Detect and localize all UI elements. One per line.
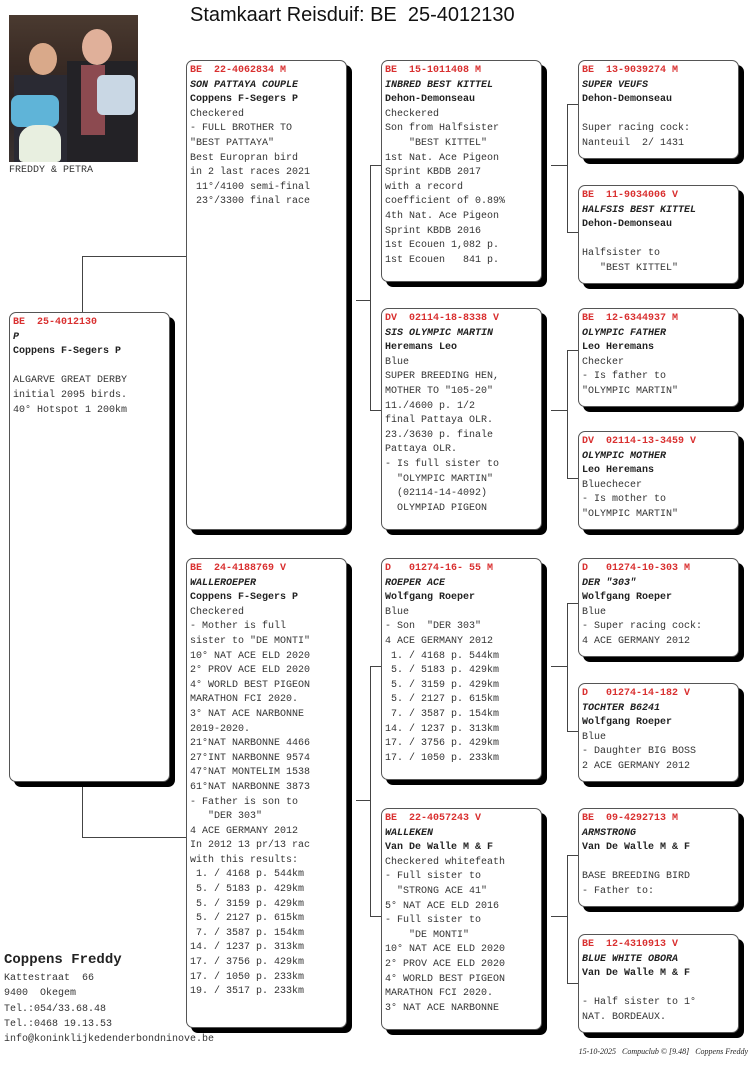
owner-name: Dehon-Demonseau <box>582 94 673 106</box>
detail-line: 5. / 3159 p. 429km <box>385 679 500 691</box>
detail-line: Blue <box>385 606 410 618</box>
detail-line: 1st Ecouen 1,082 p. <box>385 240 500 252</box>
pigeon-card-father[interactable] <box>186 60 347 530</box>
detail-line: coefficient of 0.89% <box>385 196 506 208</box>
detail-line: "STRONG ACE 41" <box>385 885 488 897</box>
page-title: Stamkaart Reisduif: BE 25-4012130 <box>190 4 515 26</box>
detail-line: 61°NAT NARBONNE 3873 <box>190 781 311 793</box>
detail-line: - Father to: <box>582 885 655 897</box>
detail-line: 23./3630 p. finale <box>385 429 494 441</box>
detail-line: 27°INT NARBONNE 9574 <box>190 752 311 764</box>
detail-line: 2 ACE GERMANY 2012 <box>582 760 691 772</box>
owner-name: Wolfgang Roeper <box>582 717 673 729</box>
detail-line: Pattaya OLR. <box>385 444 458 456</box>
detail-line: 1st Ecouen 841 p. <box>385 254 500 266</box>
detail-line: 5. / 5183 p. 429km <box>385 665 500 677</box>
detail-line: "OLYMPIC MARTIN" <box>385 473 494 485</box>
detail-line: Bluechecer <box>582 479 643 491</box>
detail-line: 5. / 3159 p. 429km <box>190 898 305 910</box>
detail-line: 5. / 5183 p. 429km <box>190 884 305 896</box>
detail-line: MOTHER TO "105-20" <box>385 385 494 397</box>
detail-line: with this results: <box>190 854 299 866</box>
pigeon-name: SIS OLYMPIC MARTIN <box>385 327 494 339</box>
pigeon-name: INBRED BEST KITTEL <box>385 79 494 91</box>
footer-credits: 15-10-2025 Compuclub © [9.48] Coppens Freddy <box>578 1047 748 1056</box>
detail-line: 17. / 1050 p. 233km <box>385 752 500 764</box>
connector <box>551 165 567 166</box>
photo-caption: FREDDY & PETRA <box>9 165 94 176</box>
breeder-name: Coppens Freddy <box>4 952 122 968</box>
owner-name: Coppens F-Segers P <box>190 94 299 106</box>
detail-line: - FULL BROTHER TO <box>190 123 293 135</box>
detail-line: Son from Halfsister <box>385 123 500 135</box>
ring-number: BE 12-6344937 M <box>582 313 679 324</box>
detail-line: 4th Nat. Ace Pigeon <box>385 210 500 222</box>
detail-line: - Is father to <box>582 371 667 383</box>
pigeon-card-ff-father[interactable] <box>578 60 739 159</box>
detail-line: 10° NAT ACE ELD 2020 <box>190 650 311 662</box>
detail-line: MARATHON FCI 2020. <box>385 988 494 1000</box>
ring-number: BE 15-1011408 M <box>385 65 482 76</box>
connector <box>82 837 188 838</box>
detail-line: "DER 303" <box>190 811 263 823</box>
ring-number: BE 11-9034006 V <box>582 190 679 201</box>
detail-line: 17. / 1050 p. 233km <box>190 971 305 983</box>
owner-name: Leo Heremans <box>582 342 655 354</box>
pigeon-card-fm-mother[interactable] <box>578 431 739 530</box>
pigeon-card-mf-father[interactable] <box>578 558 739 657</box>
connector <box>551 410 567 411</box>
pigeon-name: TOCHTER B6241 <box>582 702 661 714</box>
detail-line: 19. / 3517 p. 233km <box>190 986 305 998</box>
pigeon-card-fm-father[interactable] <box>578 308 739 407</box>
pigeon-card-ff-mother[interactable] <box>578 185 739 284</box>
connector <box>551 666 567 667</box>
detail-line: 10° NAT ACE ELD 2020 <box>385 944 506 956</box>
detail-line: - Full sister to <box>385 871 482 883</box>
detail-line: "DE MONTI" <box>385 929 470 941</box>
detail-line: "BEST KITTEL" <box>582 262 679 274</box>
ring-number: BE 25-4012130 <box>13 317 98 328</box>
detail-line: Checkered <box>190 606 245 618</box>
ring-number: D 01274-16- 55 M <box>385 563 494 574</box>
detail-line <box>582 233 735 248</box>
detail-line: 23°/3300 final race <box>190 196 311 208</box>
detail-line: 3° NAT ACE NARBONNE <box>385 1002 500 1014</box>
detail-line: 5. / 2127 p. 615km <box>190 913 305 925</box>
connector <box>567 603 568 731</box>
owner-name: Wolfgang Roeper <box>385 592 476 604</box>
detail-line: 4° WORLD BEST PIGEON <box>190 679 311 691</box>
detail-line: (02114-14-4092) <box>385 488 488 500</box>
detail-line: Super racing cock: <box>582 123 691 135</box>
detail-line: OLYMPIAD PIGEON <box>385 502 488 514</box>
connector <box>370 165 371 410</box>
detail-line: Best Europran bird <box>190 152 299 164</box>
detail-line: 17. / 3756 p. 429km <box>190 957 305 969</box>
detail-line: 2° PROV ACE ELD 2020 <box>190 665 311 677</box>
owner-name: Coppens F-Segers P <box>13 346 122 358</box>
detail-line: - Full sister to <box>385 915 482 927</box>
breeder-phone: Tel.:054/33.68.48 <box>4 1003 107 1015</box>
detail-line: - Is mother to <box>582 494 667 506</box>
detail-line: Halfsister to <box>582 248 661 260</box>
ring-number: DV 02114-13-3459 V <box>582 436 697 447</box>
pigeon-name: WALLEKEN <box>385 827 434 839</box>
detail-line: - Super racing cock: <box>582 621 703 633</box>
pigeon-card-father-father[interactable] <box>381 60 542 282</box>
connector <box>551 916 567 917</box>
detail-line: 7. / 3587 p. 154km <box>385 708 500 720</box>
owner-name: Leo Heremans <box>582 465 655 477</box>
detail-line: 11./4600 p. 1/2 <box>385 400 476 412</box>
pigeon-name: OLYMPIC MOTHER <box>582 450 667 462</box>
detail-line: - Father is son to <box>190 796 299 808</box>
detail-line: BASE BREEDING BIRD <box>582 871 691 883</box>
owner-name: Coppens F-Segers P <box>190 592 299 604</box>
ring-number: BE 22-4057243 V <box>385 813 482 824</box>
detail-line: Blue <box>385 356 410 368</box>
detail-line: 1st Nat. Ace Pigeon <box>385 152 500 164</box>
pigeon-card-father-mother[interactable] <box>381 308 542 530</box>
connector <box>356 300 370 301</box>
detail-line <box>13 360 166 375</box>
detail-line: Checkered whitefeath <box>385 856 506 868</box>
breeder-city: 9400 Okegem <box>4 988 77 1000</box>
connector <box>567 104 568 232</box>
breeder-street: Kattestraat 66 <box>4 973 95 984</box>
pigeon-card-mm-father[interactable] <box>578 808 739 907</box>
detail-line: with a record <box>385 181 464 193</box>
detail-line: 40° Hotspot 1 200km <box>13 404 128 416</box>
detail-line: SUPER BREEDING HEN, <box>385 371 500 383</box>
detail-line: 14. / 1237 p. 313km <box>385 723 500 735</box>
connector <box>82 256 188 257</box>
detail-line: Checkered <box>385 108 440 120</box>
detail-line <box>582 856 735 871</box>
detail-line: - Mother is full <box>190 621 287 633</box>
connector <box>567 855 568 983</box>
detail-line: ALGARVE GREAT DERBY <box>13 375 128 387</box>
breeder-mobile: Tel.:0468 19.13.53 <box>4 1018 113 1030</box>
detail-line: "OLYMPIC MARTIN" <box>582 508 679 520</box>
owner-name: Van De Walle M & F <box>582 968 691 980</box>
detail-line: Sprint KBDB 2017 <box>385 167 482 179</box>
ring-number: BE 12-4310913 V <box>582 939 679 950</box>
detail-line: sister to "DE MONTI" <box>190 635 311 647</box>
detail-line: Blue <box>582 731 607 743</box>
detail-line <box>582 982 735 997</box>
detail-line: 2° PROV ACE ELD 2020 <box>385 958 506 970</box>
ring-number: BE 09-4292713 M <box>582 813 679 824</box>
detail-line: - Daughter BIG BOSS <box>582 746 697 758</box>
detail-line: - Is full sister to <box>385 458 500 470</box>
detail-line: Nanteuil 2/ 1431 <box>582 137 685 149</box>
pigeon-name: ARMSTRONG <box>582 827 637 839</box>
ring-number: BE 22-4062834 M <box>190 65 287 76</box>
pigeon-name: P <box>13 331 20 343</box>
detail-line: "BEST PATTAYA" <box>190 137 275 149</box>
owner-name: Heremans Leo <box>385 342 458 354</box>
owner-name: Dehon-Demonseau <box>385 94 476 106</box>
breeder-photo <box>9 15 138 162</box>
detail-line: In 2012 13 pr/13 rac <box>190 840 311 852</box>
pigeon-name: BLUE WHITE OBORA <box>582 953 679 965</box>
ring-number: BE 13-9039274 M <box>582 65 679 76</box>
detail-line: Checker <box>582 356 625 368</box>
owner-name: Van De Walle M & F <box>385 842 494 854</box>
connector <box>356 800 370 801</box>
detail-line: 1. / 4168 p. 544km <box>190 869 305 881</box>
detail-line: 47°NAT MONTELIM 1538 <box>190 767 311 779</box>
detail-line: 4 ACE GERMANY 2012 <box>385 635 494 647</box>
detail-line: Sprint KBDB 2016 <box>385 225 482 237</box>
breeder-email[interactable]: info@koninklijkedenderbondninove.be <box>4 1034 215 1046</box>
ring-number: BE 24-4188769 V <box>190 563 287 574</box>
connector <box>370 666 371 916</box>
detail-line: 21°NAT NARBONNE 4466 <box>190 738 311 750</box>
pigeon-name: HALFSIS BEST KITTEL <box>582 204 697 216</box>
detail-line: 11°/4100 semi-final <box>190 181 311 193</box>
detail-line: 1. / 4168 p. 544km <box>385 650 500 662</box>
pigeon-name: SUPER VEUFS <box>582 79 649 91</box>
pigeon-card-mf-mother[interactable] <box>578 683 739 782</box>
detail-line: - Half sister to 1° <box>582 997 697 1009</box>
detail-line: final Pattaya OLR. <box>385 415 494 427</box>
detail-line: NAT. BORDEAUX. <box>582 1011 667 1023</box>
detail-line: MARATHON FCI 2020. <box>190 694 299 706</box>
detail-line: 5° NAT ACE ELD 2016 <box>385 900 500 912</box>
detail-line: 14. / 1237 p. 313km <box>190 942 305 954</box>
pigeon-name: OLYMPIC FATHER <box>582 327 667 339</box>
pigeon-card-mother-father[interactable] <box>381 558 542 780</box>
detail-line: Checkered <box>190 108 245 120</box>
detail-line: - Son "DER 303" <box>385 621 482 633</box>
pigeon-name: SON PATTAYA COUPLE <box>190 79 299 91</box>
connector <box>82 256 83 312</box>
pigeon-name: WALLEROEPER <box>190 577 257 589</box>
ring-number: D 01274-14-182 V <box>582 688 691 699</box>
detail-line <box>582 108 735 123</box>
pigeon-name: DER "303" <box>582 577 637 589</box>
detail-line: initial 2095 birds. <box>13 389 128 401</box>
detail-line: 4 ACE GERMANY 2012 <box>190 825 299 837</box>
detail-line: Blue <box>582 606 607 618</box>
detail-line: 3° NAT ACE NARBONNE <box>190 708 305 720</box>
detail-line: "OLYMPIC MARTIN" <box>582 385 679 397</box>
detail-line: in 2 last races 2021 <box>190 167 311 179</box>
pigeon-card-mother-mother[interactable] <box>381 808 542 1030</box>
detail-line: 17. / 3756 p. 429km <box>385 738 500 750</box>
detail-line: "BEST KITTEL" <box>385 137 488 149</box>
owner-name: Dehon-Demonseau <box>582 219 673 231</box>
detail-line: 7. / 3587 p. 154km <box>190 927 305 939</box>
detail-line: 4 ACE GERMANY 2012 <box>582 635 691 647</box>
owner-name: Van De Walle M & F <box>582 842 691 854</box>
detail-line: 5. / 2127 p. 615km <box>385 694 500 706</box>
ring-number: DV 02114-18-8338 V <box>385 313 500 324</box>
pigeon-name: ROEPER ACE <box>385 577 446 589</box>
pigeon-card-mm-mother[interactable] <box>578 934 739 1033</box>
detail-line: 2019-2020. <box>190 723 251 735</box>
detail-line: 4° WORLD BEST PIGEON <box>385 973 506 985</box>
connector <box>567 350 568 478</box>
connector <box>82 785 83 837</box>
breeder-info <box>4 952 214 1047</box>
ring-number: D 01274-10-303 M <box>582 563 691 574</box>
owner-name: Wolfgang Roeper <box>582 592 673 604</box>
pigeon-card-subject[interactable] <box>9 312 170 782</box>
